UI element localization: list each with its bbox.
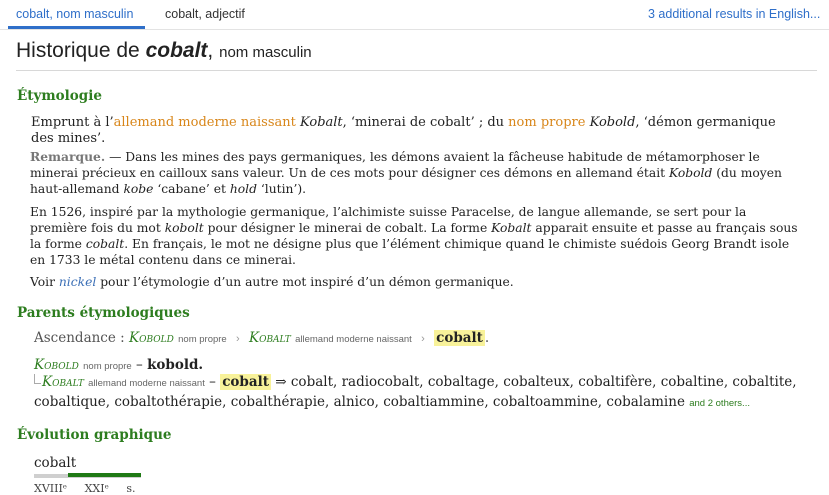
section-etymologie-title: Étymologie — [17, 88, 102, 104]
ascendance-line — [34, 330, 489, 346]
text: apparait ensuite et passe au français sous la forme — [30, 221, 798, 251]
history-paragraph — [30, 204, 800, 268]
pos-label: allemand moderne naissant — [295, 334, 412, 345]
tab-cobalt-nom-masculin[interactable]: cobalt, nom masculin — [16, 7, 134, 21]
evolution-timeline-bar — [68, 473, 141, 477]
term-kobold: Kobold — [589, 115, 636, 130]
term: hold — [229, 182, 257, 196]
tree-kobalt-link[interactable]: Kobalt — [42, 374, 84, 390]
ascendance-kobalt-link[interactable]: Kobalt — [248, 330, 291, 346]
text: – — [131, 357, 148, 373]
text: . En français, le mot ne désigne plus que l’élément chimique quand le chimiste suédois Georg Brandt isole en 1733 le métal contenu dans ce minerai. — [30, 237, 790, 267]
text: . — [484, 330, 490, 346]
text: , ‘minerai de cobalt’ ; du — [342, 115, 509, 130]
title-word: cobalt — [145, 39, 208, 62]
title-comma: , — [207, 39, 214, 62]
tree-cobalt-highlight: cobalt — [222, 374, 269, 390]
evolution-word: cobalt — [34, 455, 77, 471]
text: ‘cabane’ et — [153, 182, 230, 196]
title-pos: nom masculin — [219, 44, 312, 61]
text: — Dans les mines des pays germaniques, les démons avaient la fâcheuse habitude de métamorphoser le minerai précieux en cailloux sans valeur. Un de ces mots pour désigner ces démons en allemand était — [30, 150, 760, 180]
remarque-label: Remarque. — [30, 149, 106, 164]
text: En 1526, inspiré par la mythologie germanique, l’alchimiste suisse Paracelse, de langue allemande, se sert pour la première fois du mot — [30, 205, 747, 235]
pos-label: nom propre — [83, 361, 132, 372]
more-descendants-link[interactable]: and 2 others... — [689, 398, 750, 409]
active-tab-indicator — [8, 26, 145, 29]
term: kobolt — [164, 221, 204, 235]
text: pour l’étymologie d’un autre mot inspiré d’un démon germanique. — [96, 275, 514, 289]
chevron-right-icon: › — [421, 333, 425, 345]
section-parents-title: Parents étymologiques — [17, 305, 190, 321]
remarque-paragraph — [30, 149, 800, 197]
voir-paragraph — [30, 274, 800, 290]
descendants-list: cobalt, radiocobalt, cobaltage, cobalteux, cobaltifère, cobaltine, cobaltite, cobaltique, cobaltothérapie, cobalthérapie, alnico, cobaltiammine, cobaltoammine, cobalamine — [34, 374, 797, 410]
tree-kobalt-row — [34, 373, 824, 413]
tab-bar — [0, 0, 829, 30]
ascendance-cobalt: cobalt — [436, 330, 483, 346]
text: Emprunt à l’ — [31, 115, 114, 130]
chevron-right-icon: › — [236, 333, 240, 345]
more-results-link[interactable]: 3 additional results in English... — [648, 7, 821, 21]
term: Kobalt — [491, 221, 532, 235]
title-divider — [16, 70, 817, 71]
link-nickel[interactable]: nickel — [58, 275, 97, 289]
ascendance-label: Ascendance : — [34, 330, 125, 346]
term: cobalt — [85, 237, 125, 251]
title-prefix: Historique de — [16, 39, 140, 62]
section-evolution-title: Évolution graphique — [17, 427, 172, 443]
text: – — [204, 374, 221, 390]
arrow-icon: ⇒ — [270, 374, 291, 390]
text: , ‘démon germanique des mines’. — [31, 115, 776, 146]
pos-label: nom propre — [178, 334, 227, 345]
ascendance-kobold-link[interactable]: Kobold — [129, 330, 174, 346]
etymologie-paragraph — [31, 115, 801, 147]
text: (du moyen haut-allemand — [30, 166, 782, 196]
page-title — [16, 39, 312, 63]
pos-label: allemand moderne naissant — [88, 378, 205, 389]
tree-kobold-word: kobold. — [147, 357, 204, 373]
term: Kobold — [668, 166, 713, 180]
tree-kobold-row — [34, 357, 203, 373]
term: kobe — [123, 182, 154, 196]
evolution-axis-labels: XVIIIᵉ XXIᵉ s. — [34, 482, 136, 495]
tree-kobold-link[interactable]: Kobold — [34, 357, 79, 373]
link-allemand-moderne-naissant[interactable]: allemand moderne naissant — [113, 115, 296, 130]
term-kobalt: Kobalt — [300, 115, 343, 130]
text: pour désigner le minerai de cobalt. La forme — [203, 221, 492, 235]
tab-cobalt-adjectif[interactable]: cobalt, adjectif — [165, 7, 245, 21]
text: Voir — [30, 275, 59, 289]
text: ‘lutin’). — [256, 182, 307, 196]
link-nom-propre[interactable]: nom propre — [508, 115, 586, 130]
